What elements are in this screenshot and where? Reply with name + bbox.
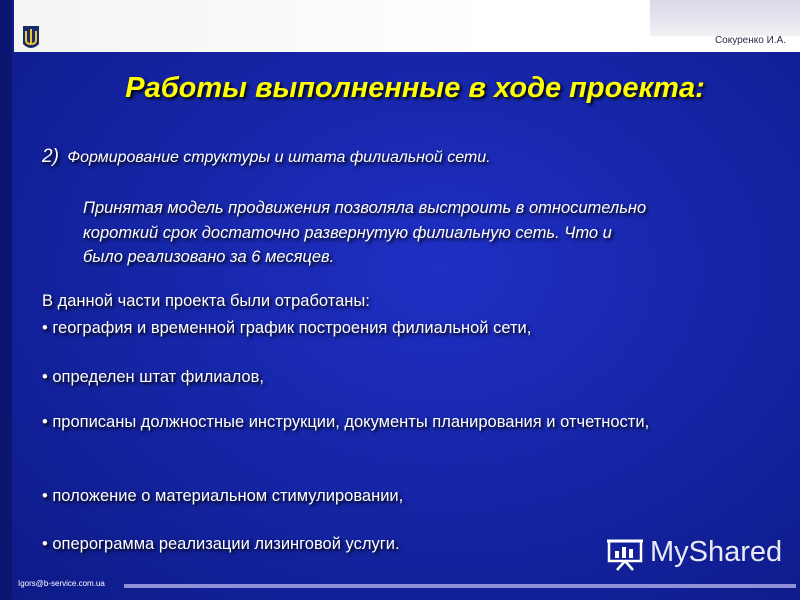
list-intro: В данной части проекта были отработаны: xyxy=(42,292,370,310)
section-number: 2) xyxy=(42,146,59,167)
bullet-item: • география и временной график построения филиальной сети, xyxy=(42,319,532,337)
bullet-item: • прописаны должностные инструкции, документы планирования и отчетности, xyxy=(42,413,650,431)
watermark-text: MyShared xyxy=(650,536,783,568)
watermark xyxy=(606,536,783,577)
header-accent xyxy=(650,0,800,36)
bullet-item: • положение о материальном стимулировании, xyxy=(42,487,404,505)
presentation-icon xyxy=(606,536,644,572)
paragraph-line: Принятая модель продвижения позволяла выстроить в относительно xyxy=(83,199,647,217)
slide-title: Работы выполненные в ходе проекта: xyxy=(125,72,705,104)
author-name: Сокуренко И.А. xyxy=(714,35,786,46)
section-heading-text: Формирование структуры и штата филиальной сети. xyxy=(67,149,491,166)
section-heading xyxy=(42,146,491,168)
paragraph-line: было реализовано за 6 месяцев. xyxy=(83,248,335,266)
bullet-item: • определен штат филиалов, xyxy=(42,368,264,386)
footer-email: Igors@b-service.com.ua xyxy=(18,579,105,588)
bullet-item: • оперограмма реализации лизинговой услуги. xyxy=(42,535,400,553)
trident-emblem-icon xyxy=(20,24,42,54)
paragraph-line: короткий срок достаточно развернутую филиальную сеть. Что и xyxy=(83,223,612,242)
footer-divider xyxy=(124,584,796,588)
description-paragraph xyxy=(83,196,783,270)
